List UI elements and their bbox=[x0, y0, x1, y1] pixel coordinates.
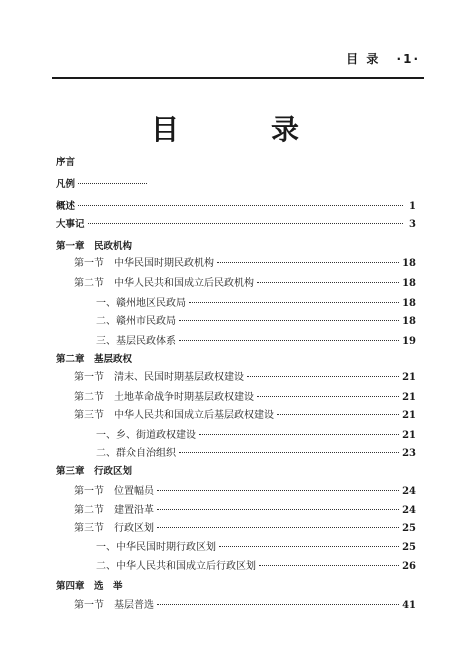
dot-leader bbox=[157, 490, 399, 491]
toc-entry[interactable] bbox=[74, 371, 416, 384]
toc-page-number: 3 bbox=[409, 219, 416, 230]
toc-label: 第一章 民政机构 bbox=[56, 241, 133, 252]
toc-page-number: 24 bbox=[402, 505, 416, 516]
toc-label: 二、群众自治组织 bbox=[96, 448, 176, 459]
toc-entry[interactable] bbox=[74, 257, 416, 270]
toc-entry-preface[interactable] bbox=[56, 156, 416, 169]
toc-page-number: 26 bbox=[402, 561, 416, 572]
toc-label: 第一节 基层普选 bbox=[74, 600, 154, 611]
dot-leader bbox=[217, 262, 399, 263]
toc-entry-chronicle[interactable] bbox=[56, 218, 416, 231]
dot-leader bbox=[189, 302, 399, 303]
toc-chapter-4[interactable] bbox=[56, 580, 416, 593]
dot-leader bbox=[259, 565, 399, 566]
toc-chapter-2[interactable] bbox=[56, 353, 416, 366]
toc-label: 第二节 建置沿革 bbox=[74, 505, 154, 516]
toc-label: 第四章 选 举 bbox=[56, 581, 123, 592]
toc-entry-overview[interactable] bbox=[56, 200, 416, 213]
toc-page-number: 19 bbox=[402, 336, 416, 347]
toc-page-number: 21 bbox=[402, 392, 416, 403]
toc-entry-notes[interactable] bbox=[56, 178, 150, 191]
toc-page-number: 41 bbox=[402, 600, 416, 611]
toc-label: 一、赣州地区民政局 bbox=[96, 298, 186, 309]
toc-page-number: 21 bbox=[402, 372, 416, 383]
toc-label: 第二节 土地革命战争时期基层政权建设 bbox=[74, 392, 254, 403]
header-section-label: 目 录 bbox=[346, 52, 381, 66]
toc-label: 第二章 基层政权 bbox=[56, 354, 133, 365]
running-header bbox=[336, 50, 420, 67]
toc-label: 二、赣州市民政局 bbox=[96, 316, 176, 327]
dot-leader bbox=[157, 509, 399, 510]
toc-page-number: 18 bbox=[402, 298, 416, 309]
dot-leader bbox=[179, 320, 399, 321]
toc-chapter-1[interactable] bbox=[56, 240, 416, 253]
title-char-2: 录 bbox=[271, 113, 300, 146]
toc-entry[interactable] bbox=[96, 315, 416, 328]
page-title bbox=[0, 108, 450, 148]
toc-page-number: 21 bbox=[402, 410, 416, 421]
toc-entry[interactable] bbox=[96, 297, 416, 310]
toc-page-number: 18 bbox=[402, 278, 416, 289]
toc-page-number: 1 bbox=[409, 201, 416, 212]
dot-leader bbox=[157, 604, 399, 605]
toc-entry[interactable] bbox=[96, 560, 416, 573]
toc-chapter-3[interactable] bbox=[56, 465, 416, 478]
toc-page-number: 25 bbox=[402, 523, 416, 534]
dot-leader bbox=[179, 452, 399, 453]
toc-entry[interactable] bbox=[74, 277, 416, 290]
toc-entry[interactable] bbox=[96, 541, 416, 554]
toc-entry[interactable] bbox=[74, 391, 416, 404]
toc-label: 概述 bbox=[56, 201, 76, 212]
toc-label: 序言 bbox=[56, 157, 76, 168]
toc-label: 第三章 行政区划 bbox=[56, 466, 133, 477]
toc-label: 第一节 清末、民国时期基层政权建设 bbox=[74, 372, 244, 383]
toc-label: 第二节 中华人民共和国成立后民政机构 bbox=[74, 278, 254, 289]
toc-entry[interactable] bbox=[96, 429, 416, 442]
toc-entry[interactable] bbox=[74, 409, 416, 422]
dot-leader bbox=[257, 282, 399, 283]
dot-leader bbox=[78, 205, 403, 206]
toc-label: 第三节 行政区划 bbox=[74, 523, 154, 534]
header-rule bbox=[52, 77, 424, 79]
toc-entry[interactable] bbox=[96, 447, 416, 460]
toc-entry[interactable] bbox=[74, 522, 416, 535]
dot-leader bbox=[199, 434, 399, 435]
toc-label: 一、乡、街道政权建设 bbox=[96, 430, 196, 441]
dot-leader bbox=[179, 340, 399, 341]
toc-page-number: 18 bbox=[402, 316, 416, 327]
toc-label: 第三节 中华人民共和国成立后基层政权建设 bbox=[74, 410, 274, 421]
toc-label: 三、基层民政体系 bbox=[96, 336, 176, 347]
toc-page-number: 18 bbox=[402, 258, 416, 269]
toc-label: 一、中华民国时期行政区划 bbox=[96, 542, 216, 553]
toc-entry[interactable] bbox=[96, 335, 416, 348]
toc-label: 第一节 中华民国时期民政机构 bbox=[74, 258, 214, 269]
dot-leader bbox=[157, 527, 399, 528]
toc-entry[interactable] bbox=[74, 599, 416, 612]
dot-leader bbox=[257, 396, 399, 397]
dot-leader bbox=[277, 414, 399, 415]
toc-page-number: 25 bbox=[402, 542, 416, 553]
dot-leader bbox=[247, 376, 399, 377]
toc-label: 二、中华人民共和国成立后行政区划 bbox=[96, 561, 256, 572]
toc-label: 第一节 位置幅员 bbox=[74, 486, 154, 497]
dot-leader bbox=[78, 183, 147, 184]
dot-leader bbox=[88, 223, 403, 224]
toc-label: 凡例 bbox=[56, 179, 76, 190]
toc-label: 大事记 bbox=[56, 219, 85, 230]
header-page-marker: ·1· bbox=[396, 52, 420, 66]
title-char-1: 目 bbox=[150, 113, 179, 146]
dot-leader bbox=[219, 546, 399, 547]
toc-entry[interactable] bbox=[74, 485, 416, 498]
toc-page-number: 23 bbox=[402, 448, 416, 459]
toc-page-number: 21 bbox=[402, 430, 416, 441]
toc-page-number: 24 bbox=[402, 486, 416, 497]
toc-entry[interactable] bbox=[74, 504, 416, 517]
